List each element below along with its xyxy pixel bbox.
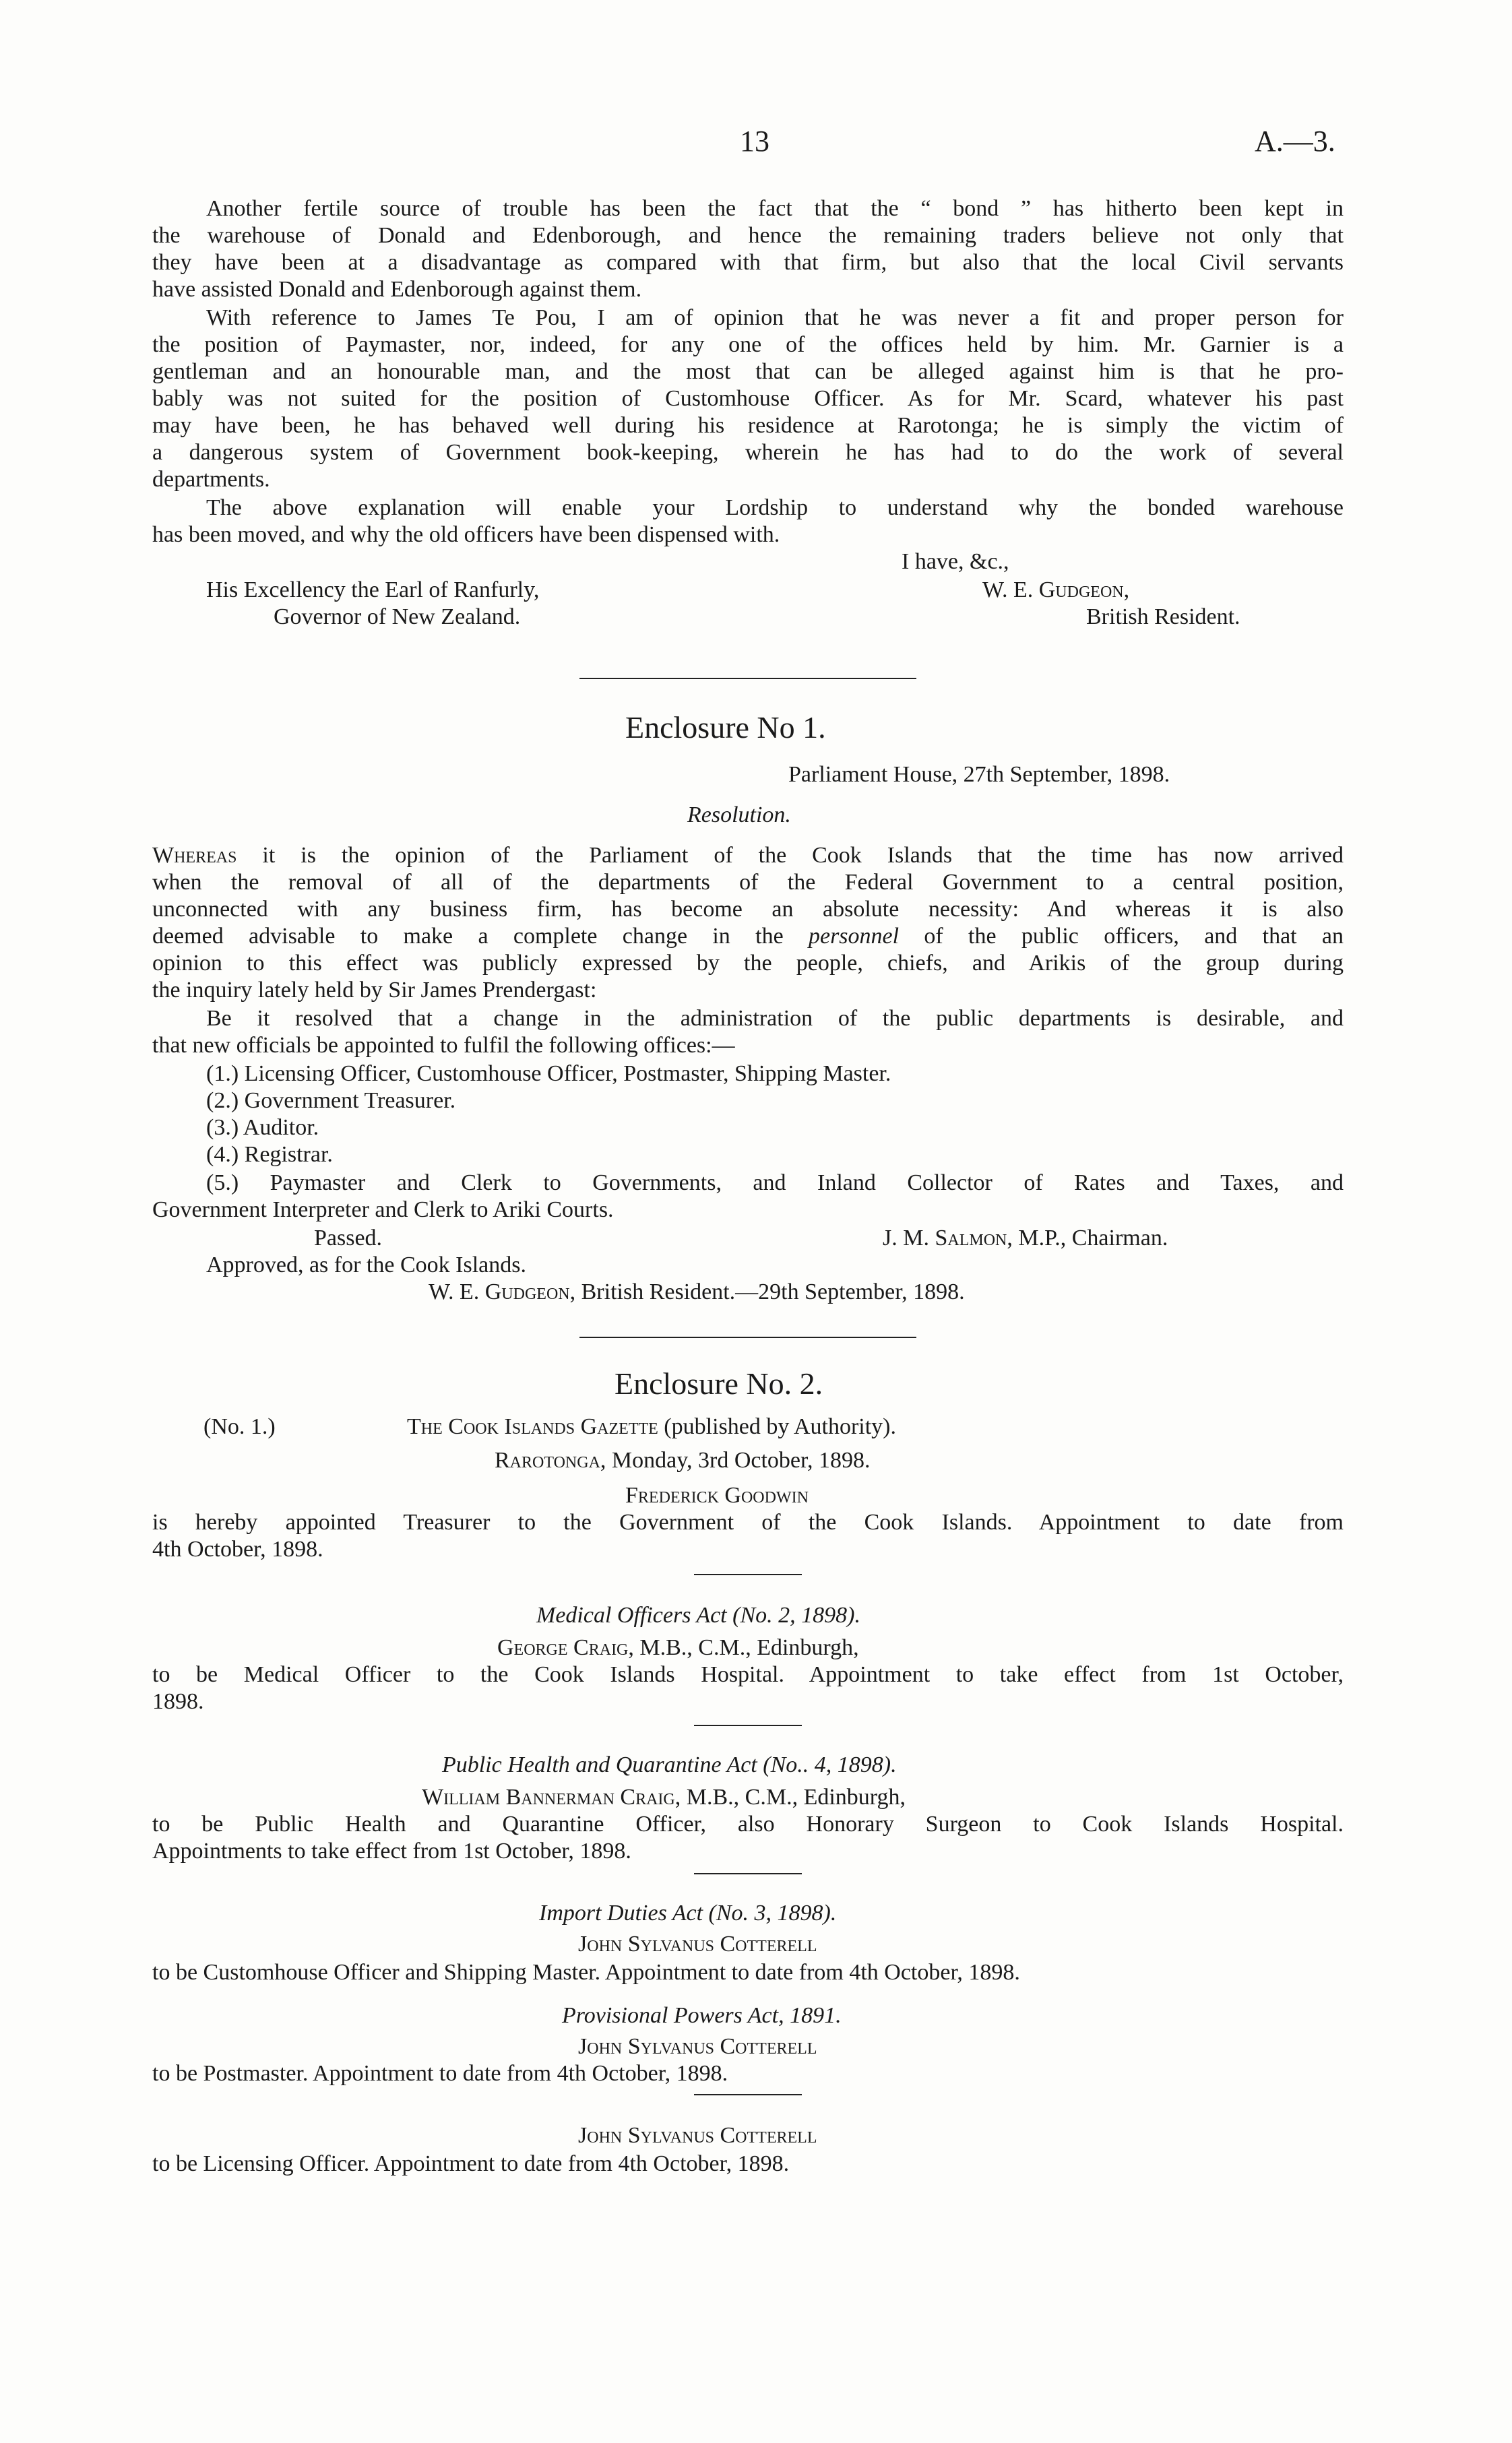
section-divider: [579, 678, 916, 679]
office-item-3: (3.) Auditor.: [206, 1115, 319, 1140]
enclosure-1-dateline: Parliament House, 27th September, 1898.: [788, 762, 1170, 787]
appointee-name: John Sylvanus Cotterell: [578, 2123, 817, 2148]
letter-addressee-line-2: Governor of New Zealand.: [274, 604, 521, 629]
resolve-line-2: that new officials be appointed to fulfil the following offices:—: [152, 1033, 735, 1058]
resolution-line-5: opinion to this effect was publicly expressed by the people, chiefs, and Arikis of the group during: [152, 951, 1344, 976]
resolve-line-1: Be it resolved that a change in the administration of the public departments is desirable, and: [206, 1006, 1344, 1031]
appointment-text: to be Licensing Officer. Appointment to date from 4th October, 1898.: [152, 2151, 790, 2176]
letter-p2-line-6: a dangerous system of Government book-keeping, wherein he has had to do the work of several: [152, 440, 1344, 465]
appointee-name: Frederick Goodwin: [625, 1483, 809, 1508]
resolution-line-2: when the removal of all of the departments of the Federal Government to a central position,: [152, 870, 1344, 895]
letter-p3-line-1: The above explanation will enable your Lordship to understand why the bonded warehouse: [206, 495, 1344, 520]
resolution-line-4: deemed advisable to make a complete change in the personnel of the public officers, and that an: [152, 924, 1344, 949]
act-title: Public Health and Quarantine Act (No.. 4, 1898).: [442, 1752, 897, 1777]
office-item-2: (2.) Government Treasurer.: [206, 1088, 456, 1113]
resolution-line-6: the inquiry lately held by Sir James Prendergast:: [152, 978, 597, 1003]
letter-p1-line-2: the warehouse of Donald and Edenborough, and hence the remaining traders believe not only that: [152, 223, 1344, 248]
appointment-text: 1898.: [152, 1689, 204, 1714]
letter-p2-line-5: may have been, he has behaved well during his residence at Rarotonga; he is simply the victim of: [152, 413, 1344, 438]
enclosure-1-heading: Enclosure No 1.: [625, 710, 826, 744]
letter-p3-line-2: has been moved, and why the old officers have been dispensed with.: [152, 522, 780, 547]
office-item-4: (4.) Registrar.: [206, 1142, 333, 1167]
act-title: Medical Officers Act (No. 2, 1898).: [536, 1603, 860, 1628]
resolution-chairman: J. M. Salmon, M.P., Chairman.: [883, 1226, 1168, 1250]
short-divider: [694, 1725, 802, 1726]
letter-addressee-line-1: His Excellency the Earl of Ranfurly,: [206, 577, 540, 602]
appointee-name: George Craig, M.B., C.M., Edinburgh,: [497, 1635, 859, 1660]
appointment-text: is hereby appointed Treasurer to the Government of the Cook Islands. Appointment to date from: [152, 1510, 1344, 1535]
short-divider: [694, 2094, 802, 2095]
letter-p2-line-1: With reference to James Te Pou, I am of opinion that he was never a fit and proper person for: [206, 305, 1344, 330]
letter-closing: I have, &c.,: [902, 549, 1009, 574]
resolution-line-1: Whereas it is the opinion of the Parliament of the Cook Islands that the time has now arrived: [152, 843, 1344, 868]
appointment-text: to be Public Health and Quarantine Officer, also Honorary Surgeon to Cook Islands Hospital.: [152, 1812, 1344, 1837]
office-item-5-continued: Government Interpreter and Clerk to Ariki Courts.: [152, 1197, 614, 1222]
letter-p2-line-2: the position of Paymaster, nor, indeed, for any one of the offices held by him. Mr. Garnier is a: [152, 332, 1344, 357]
letter-p1-line-4: have assisted Donald and Edenborough against them.: [152, 277, 642, 302]
letter-p1-line-3: they have been at a disadvantage as compared with that firm, but also that the local Civil servants: [152, 250, 1344, 275]
letter-p2-line-7: departments.: [152, 467, 270, 492]
approved-line: Approved, as for the Cook Islands.: [206, 1252, 526, 1277]
appointee-name: John Sylvanus Cotterell: [578, 1932, 817, 1957]
gazette-number: (No. 1.): [203, 1414, 276, 1439]
page-number: 13: [740, 125, 769, 158]
resolution-line-3: unconnected with any business firm, has become an absolute necessity: And whereas it is also: [152, 897, 1344, 922]
appointee-name: William Bannerman Craig, M.B., C.M., Edinburgh,: [422, 1785, 906, 1810]
office-item-5: (5.) Paymaster and Clerk to Governments, and Inland Collector of Rates and Taxes, and: [206, 1170, 1344, 1195]
act-title: Import Duties Act (No. 3, 1898).: [539, 1901, 837, 1926]
act-title: Provisional Powers Act, 1891.: [562, 2003, 842, 2028]
section-divider: [579, 1337, 916, 1338]
appointment-text: 4th October, 1898.: [152, 1537, 323, 1562]
appointment-text: to be Customhouse Officer and Shipping Master. Appointment to date from 4th October, 1898.: [152, 1960, 1020, 1985]
letter-p1-line-1: Another fertile source of trouble has been the fact that the “ bond ” has hitherto been kept in: [206, 196, 1344, 221]
enclosure-2-heading: Enclosure No. 2.: [615, 1366, 823, 1401]
letter-signer-name: W. E. Gudgeon,: [982, 577, 1130, 602]
resolution-passed: Passed.: [314, 1226, 383, 1250]
appointment-text: to be Postmaster. Appointment to date from 4th October, 1898.: [152, 2061, 728, 2086]
approver-line: W. E. Gudgeon, British Resident.—29th September, 1898.: [429, 1279, 965, 1304]
letter-p2-line-3: gentleman and an honourable man, and the most that can be alleged against him is that he pro-: [152, 359, 1344, 384]
gazette-place-date: Rarotonga, Monday, 3rd October, 1898.: [495, 1448, 871, 1473]
appointment-text: to be Medical Officer to the Cook Islands Hospital. Appointment to take effect from 1st October,: [152, 1662, 1344, 1687]
appointment-text: Appointments to take effect from 1st October, 1898.: [152, 1839, 631, 1864]
office-item-1: (1.) Licensing Officer, Customhouse Officer, Postmaster, Shipping Master.: [206, 1061, 891, 1086]
short-divider: [694, 1574, 802, 1575]
resolution-subheading: Resolution.: [687, 802, 791, 827]
letter-signer-title: British Resident.: [1086, 604, 1240, 629]
letter-p2-line-4: bably was not suited for the position of Customhouse Officer. As for Mr. Scard, whatever his past: [152, 386, 1344, 411]
gazette-title: The Cook Islands Gazette (published by Authority).: [407, 1414, 896, 1439]
short-divider: [694, 1873, 802, 1874]
document-reference: A.—3.: [1255, 125, 1335, 158]
appointee-name: John Sylvanus Cotterell: [578, 2034, 817, 2059]
